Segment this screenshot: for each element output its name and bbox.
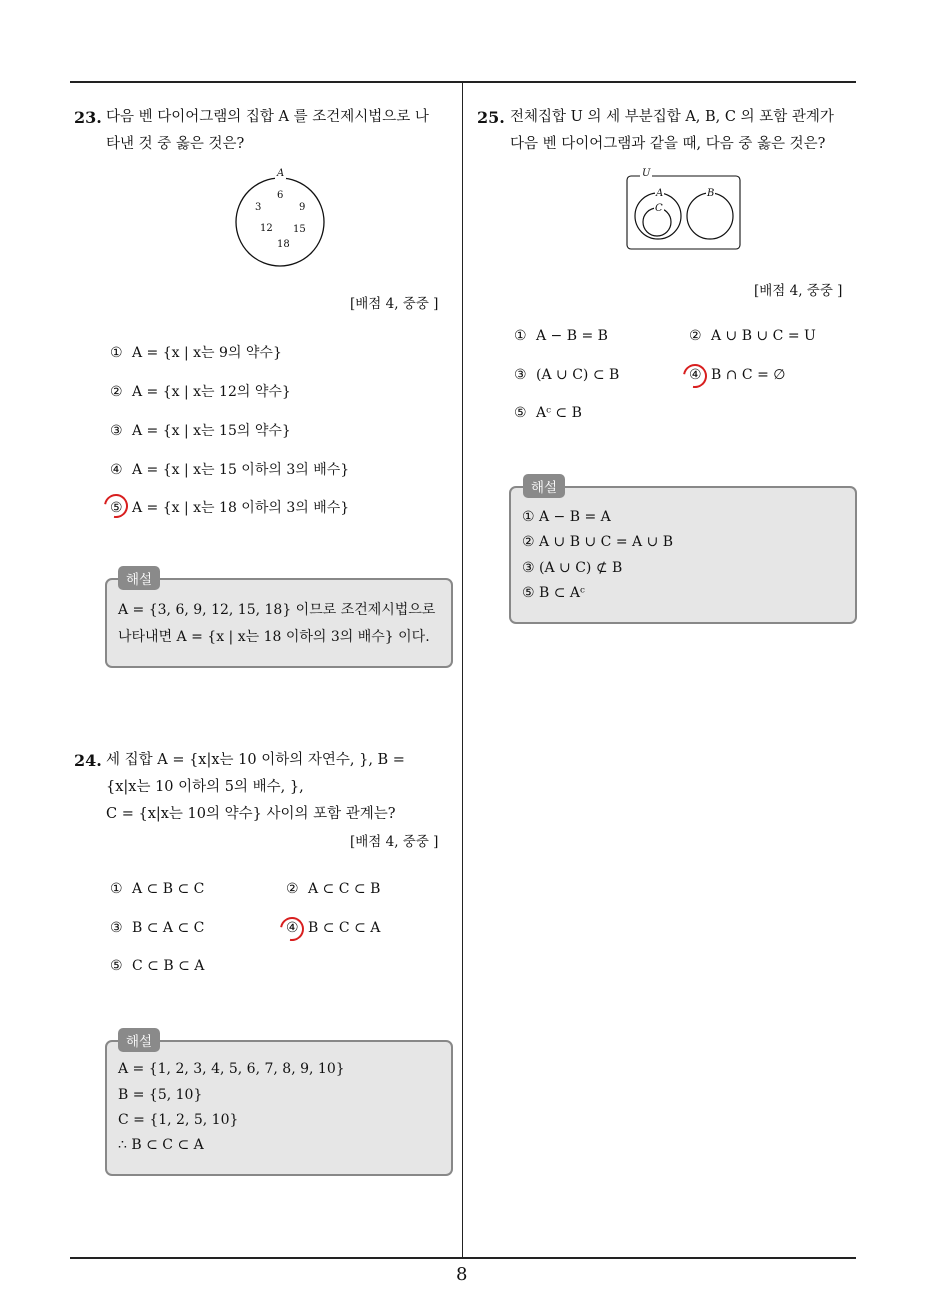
question-number: 24. [74,751,102,770]
question-number: 25. [477,108,505,127]
question-text: 세 집합 A = {x|x는 10 이하의 자연수, }, B = [106,752,405,768]
venn-element: 12 [260,223,273,234]
answer-option-2[interactable]: ② A = {x | x는 12의 약수} [110,384,291,400]
venn-set-label: A [277,168,285,179]
answer-option-3[interactable]: ③ (A ∪ C) ⊂ B [514,367,620,383]
venn-set-label: C [655,203,663,214]
column-divider [462,82,463,1258]
venn-element: 6 [277,190,284,201]
answer-option-4[interactable]: ④ B ⊂ C ⊂ A [286,920,381,936]
solution-box [105,578,453,668]
answer-option-1[interactable]: ① A − B = B [514,328,608,344]
answer-option-5[interactable]: ⑤ Aᶜ ⊂ B [514,405,582,421]
answer-option-4[interactable]: ④ A = {x | x는 15 이하의 3의 배수} [110,462,350,478]
solution-line: A = {3, 6, 9, 12, 15, 18} 이므로 조건제시법으로 [118,602,436,618]
page-number: 8 [456,1264,468,1285]
answer-option-5[interactable]: ⑤ C ⊂ B ⊂ A [110,958,205,974]
answer-circle-mark [99,489,132,522]
venn-set-label: B [707,188,715,199]
score-difficulty: [배점 4, 중중 ] [350,296,439,312]
bottom-rule [70,1257,856,1259]
question-text: C = {x|x는 10의 약수} 사이의 포함 관계는? [106,806,396,822]
score-difficulty: [배점 4, 중중 ] [754,283,843,299]
answer-option-1[interactable]: ① A ⊂ B ⊂ C [110,881,205,897]
score-difficulty: [배점 4, 중중 ] [350,834,439,850]
solution-line: ② A ∪ B ∪ C = A ∪ B [522,534,674,550]
solution-tag: 해설 [118,1028,160,1052]
answer-option-5[interactable]: ⑤ A = {x | x는 18 이하의 3의 배수} [110,500,350,516]
venn-diagram-a [230,168,330,268]
venn-element: 18 [277,239,290,250]
question-number: 23. [74,108,102,127]
answer-option-1[interactable]: ① A = {x | x는 9의 약수} [110,345,282,361]
answer-option-2[interactable]: ② A ∪ B ∪ C = U [689,328,816,344]
question-text: 다음 벤 다이어그램의 집합 A 를 조건제시법으로 나 [106,109,429,125]
solution-tag: 해설 [118,566,160,590]
venn-element: 15 [293,224,306,235]
question-text: 전체집합 U 의 세 부분집합 A, B, C 의 포함 관계가 [510,109,834,125]
question-text: {x|x는 10 이하의 5의 배수, }, [106,779,304,795]
question-text: 다음 벤 다이어그램과 같을 때, 다음 중 옳은 것은? [510,136,826,152]
solution-line: C = {1, 2, 5, 10} [118,1112,239,1128]
venn-set-label: A [656,188,664,199]
solution-box [509,486,857,624]
venn-shapes [626,170,742,252]
answer-circle-mark [275,912,308,945]
answer-option-4[interactable]: ④ B ∩ C = ∅ [689,367,786,383]
venn-universe-label: U [642,168,651,179]
solution-tag: 해설 [523,474,565,498]
answer-circle-mark [678,359,711,392]
venn-element: 3 [255,202,262,213]
venn-diagram-uabc [626,170,742,252]
solution-line: 나타내면 A = {x | x는 18 이하의 3의 배수} 이다. [118,629,430,645]
solution-line: A = {1, 2, 3, 4, 5, 6, 7, 8, 9, 10} [118,1061,345,1077]
solution-line: ∴ B ⊂ C ⊂ A [118,1137,204,1153]
venn-element: 9 [299,202,306,213]
solution-line: ③ (A ∪ C) ⊄ B [522,560,623,576]
question-text: 타낸 것 중 옳은 것은? [106,136,245,152]
venn-circle [230,168,330,268]
solution-line: B = {5, 10} [118,1087,203,1103]
solution-line: ① A − B = A [522,509,611,525]
answer-option-3[interactable]: ③ B ⊂ A ⊂ C [110,920,205,936]
answer-option-3[interactable]: ③ A = {x | x는 15의 약수} [110,423,291,439]
answer-option-2[interactable]: ② A ⊂ C ⊂ B [286,881,381,897]
solution-line: ⑤ B ⊂ Aᶜ [522,585,585,601]
